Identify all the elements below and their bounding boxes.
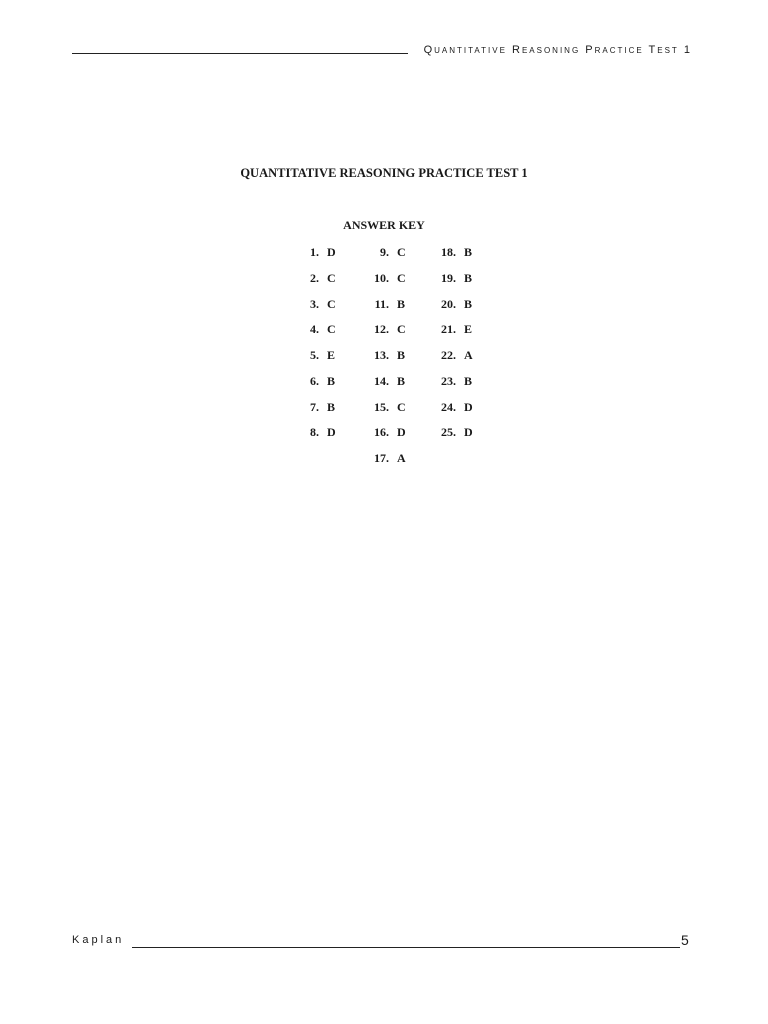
- page-title: QUANTITATIVE REASONING PRACTICE TEST 1: [240, 166, 528, 180]
- answer-row: [300, 244, 336, 270]
- answer-letter: D: [327, 425, 336, 440]
- question-number: 25.: [441, 425, 456, 440]
- answer-column-2: [365, 244, 406, 476]
- answer-letter: B: [464, 270, 473, 285]
- answer-letter: C: [327, 270, 336, 285]
- answer-letter: C: [397, 322, 406, 337]
- answer-letter: C: [397, 245, 406, 259]
- answer-row: [300, 270, 336, 296]
- footer-brand: Kaplan: [72, 934, 125, 946]
- question-number: 1.: [310, 245, 319, 259]
- question-number: 24.: [441, 399, 456, 414]
- answer-letter: D: [397, 425, 406, 440]
- question-number: 14.: [374, 373, 389, 388]
- answer-letter: D: [464, 399, 473, 414]
- answer-row: [300, 424, 336, 450]
- question-number: 9.: [380, 245, 389, 259]
- answer-row: [432, 347, 473, 373]
- answer-letter: E: [327, 348, 336, 362]
- answer-row: [365, 244, 406, 270]
- question-number: 15.: [374, 399, 389, 414]
- answer-key-heading: ANSWER KEY: [343, 218, 425, 232]
- footer-rule: [132, 947, 680, 948]
- answer-row: [432, 321, 473, 347]
- question-number: 4.: [310, 322, 319, 337]
- answer-row: [432, 373, 473, 399]
- page-number: 5: [681, 932, 689, 948]
- question-number: 10.: [374, 270, 389, 285]
- question-number: 22.: [441, 348, 456, 362]
- question-number: 2.: [310, 270, 319, 285]
- header-rule: [72, 53, 408, 54]
- answer-letter: A: [464, 348, 473, 362]
- answer-letter: C: [327, 296, 336, 311]
- answer-row: [300, 296, 336, 322]
- answer-row: [432, 270, 473, 296]
- question-number: 8.: [310, 425, 319, 440]
- page-footer: [72, 932, 692, 950]
- answer-column-1: [300, 244, 336, 450]
- answer-row: [432, 296, 473, 322]
- question-number: 5.: [310, 348, 319, 362]
- question-number: 19.: [441, 270, 456, 285]
- answer-row: [365, 347, 406, 373]
- answer-letter: A: [397, 451, 406, 465]
- question-number: 16.: [374, 425, 389, 440]
- answer-row: [300, 399, 336, 425]
- answer-column-3: [432, 244, 473, 450]
- running-title: Quantitative Reasoning Practice Test 1: [423, 44, 692, 56]
- answer-row: [300, 321, 336, 347]
- answer-row: [432, 244, 473, 270]
- question-number: 7.: [310, 399, 319, 414]
- answer-row: [365, 450, 406, 476]
- answer-letter: B: [397, 348, 406, 362]
- question-number: 17.: [374, 451, 389, 465]
- question-number: 20.: [441, 296, 456, 311]
- answer-row: [432, 424, 473, 450]
- answer-letter: B: [397, 373, 406, 388]
- answer-row: [365, 399, 406, 425]
- question-number: 11.: [374, 296, 389, 311]
- answer-letter: B: [327, 373, 336, 388]
- question-number: 3.: [310, 296, 319, 311]
- question-number: 23.: [441, 373, 456, 388]
- answer-row: [365, 296, 406, 322]
- answer-letter: C: [397, 399, 406, 414]
- answer-letter: B: [397, 296, 406, 311]
- answer-letter: D: [327, 245, 336, 259]
- answer-row: [300, 347, 336, 373]
- answer-row: [365, 321, 406, 347]
- running-header: [72, 44, 692, 60]
- answer-row: [365, 424, 406, 450]
- question-number: 6.: [310, 373, 319, 388]
- answer-letter: B: [464, 373, 473, 388]
- answer-row: [365, 270, 406, 296]
- answer-row: [300, 373, 336, 399]
- answer-row: [365, 373, 406, 399]
- question-number: 13.: [374, 348, 389, 362]
- question-number: 21.: [441, 322, 456, 337]
- answer-letter: C: [327, 322, 336, 337]
- question-number: 12.: [374, 322, 389, 337]
- answer-letter: D: [464, 425, 473, 440]
- answer-letter: B: [464, 296, 473, 311]
- answer-letter: B: [464, 245, 473, 259]
- answer-letter: E: [464, 322, 473, 337]
- question-number: 18.: [441, 245, 456, 259]
- answer-letter: C: [397, 270, 406, 285]
- answer-letter: B: [327, 399, 336, 414]
- answer-row: [432, 399, 473, 425]
